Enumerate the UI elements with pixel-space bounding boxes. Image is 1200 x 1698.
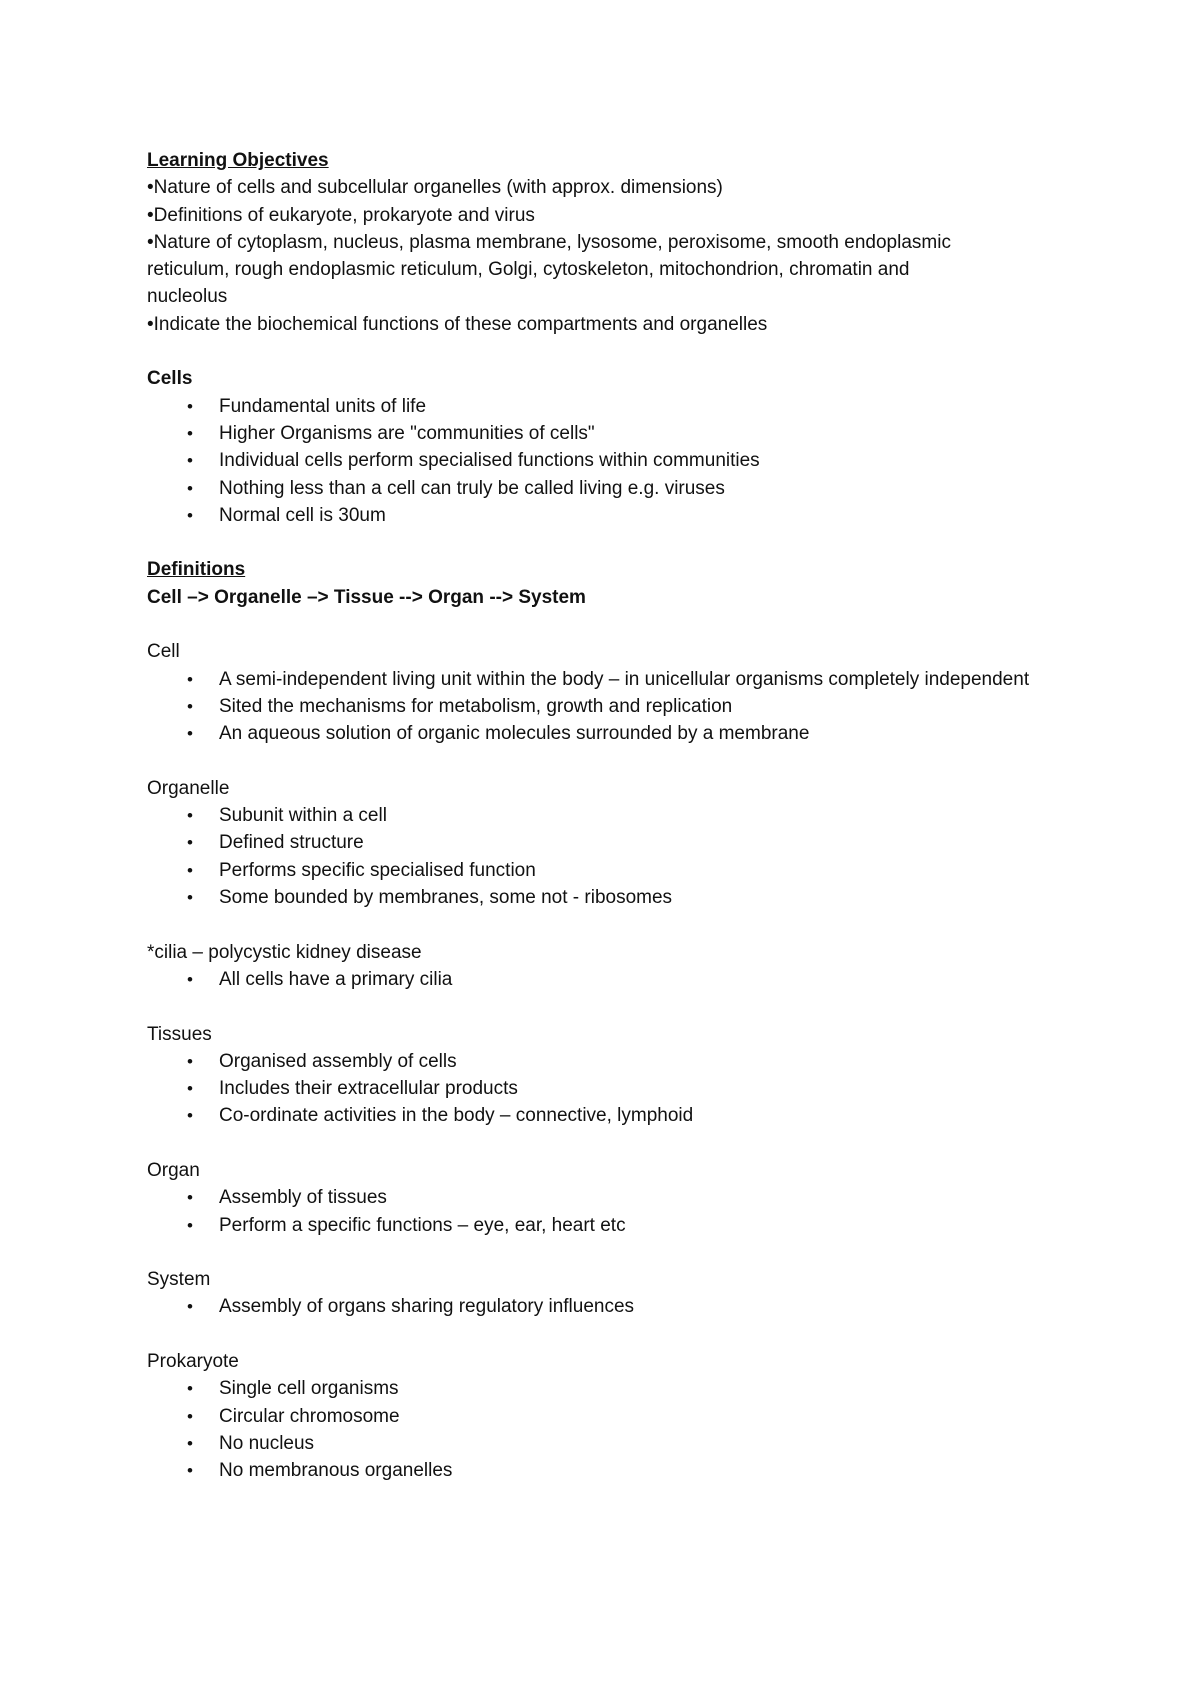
document-body	[147, 147, 1047, 1485]
definitions-heading: Definitions	[147, 559, 246, 581]
section-list	[147, 666, 1047, 748]
section-list	[147, 1375, 1047, 1484]
list-item: • Fundamental units of life	[147, 393, 1047, 420]
list-item: • No nucleus	[147, 1430, 1047, 1457]
list-item: • Organised assembly of cells	[147, 1048, 1047, 1075]
cells-list	[147, 393, 1047, 529]
list-item: • Subunit within a cell	[147, 802, 1047, 829]
section-list	[147, 1184, 1047, 1239]
learning-objectives-heading: Learning Objectives	[147, 150, 329, 171]
list-item: • Circular chromosome	[147, 1403, 1047, 1430]
section-title: Prokaryote	[147, 1351, 239, 1373]
bullet-icon: •	[187, 833, 193, 853]
section-title: Tissues	[147, 1023, 212, 1045]
bullet-icon: •	[187, 478, 193, 498]
list-item: • Performs specific specialised function	[147, 857, 1047, 884]
list-item: • Some bounded by membranes, some not - ribosomes	[147, 884, 1047, 911]
section-list	[147, 966, 1047, 993]
bullet-icon: •	[187, 1106, 193, 1126]
list-item: • Individual cells perform specialised functions within communities	[147, 447, 1047, 474]
list-item: • All cells have a primary cilia	[147, 966, 1047, 993]
section-list	[147, 1048, 1047, 1130]
list-item: • No membranous organelles	[147, 1457, 1047, 1484]
bullet-icon: •	[187, 969, 193, 989]
section-title: System	[147, 1269, 211, 1291]
list-item: • Sited the mechanisms for metabolism, growth and replication	[147, 693, 1047, 720]
list-item: • An aqueous solution of organic molecules surrounded by a membrane	[147, 720, 1047, 747]
objective-item: •Definitions of eukaryote, prokaryote and virus	[147, 204, 535, 226]
bullet-icon: •	[187, 1433, 193, 1453]
list-item: • Normal cell is 30um	[147, 502, 1047, 529]
objective-item: •Nature of cytoplasm, nucleus, plasma membrane, lysosome, peroxisome, smooth endoplasmic reticulum, rough endoplasmic reticulum, Golgi, cytoskeleton, mitochondrion, chromatin and nucleolus	[147, 231, 951, 308]
bullet-icon: •	[187, 396, 193, 416]
list-item: • Assembly of organs sharing regulatory influences	[147, 1293, 1047, 1320]
cells-heading: Cells	[147, 368, 193, 390]
bullet-icon: •	[187, 1297, 193, 1317]
list-item: • Assembly of tissues	[147, 1184, 1047, 1211]
list-item: • Includes their extracellular products	[147, 1075, 1047, 1102]
objective-item: •Nature of cells and subcellular organelles (with approx. dimensions)	[147, 177, 723, 199]
objective-item: •Indicate the biochemical functions of these compartments and organelles	[147, 313, 768, 335]
section-title: Organ	[147, 1159, 200, 1181]
section-title: Organelle	[147, 777, 230, 799]
bullet-icon: •	[187, 806, 193, 826]
section-title: Cell	[147, 641, 180, 663]
list-item: • Defined structure	[147, 829, 1047, 856]
definition-sections	[147, 638, 1047, 1484]
hierarchy-line: Cell –> Organelle –> Tissue --> Organ --> System	[147, 586, 586, 608]
bullet-icon: •	[187, 669, 193, 689]
bullet-icon: •	[187, 888, 193, 908]
bullet-icon: •	[187, 505, 193, 525]
section-title: *cilia – polycystic kidney disease	[147, 941, 422, 963]
bullet-icon: •	[187, 423, 193, 443]
bullet-icon: •	[187, 1379, 193, 1399]
bullet-icon: •	[187, 1406, 193, 1426]
bullet-icon: •	[187, 1188, 193, 1208]
list-item: • Single cell organisms	[147, 1375, 1047, 1402]
bullet-icon: •	[187, 1079, 193, 1099]
bullet-icon: •	[187, 1215, 193, 1235]
list-item: • Co-ordinate activities in the body – connective, lymphoid	[147, 1102, 1047, 1129]
section-list	[147, 1293, 1047, 1320]
list-item: • Higher Organisms are "communities of cells"	[147, 420, 1047, 447]
bullet-icon: •	[187, 696, 193, 716]
bullet-icon: •	[187, 451, 193, 471]
list-item: • Perform a specific functions – eye, ear, heart etc	[147, 1212, 1047, 1239]
bullet-icon: •	[187, 724, 193, 744]
bullet-icon: •	[187, 1461, 193, 1481]
list-item: • A semi-independent living unit within the body – in unicellular organisms completely independent	[147, 666, 1047, 693]
list-item: • Nothing less than a cell can truly be called living e.g. viruses	[147, 475, 1047, 502]
bullet-icon: •	[187, 1051, 193, 1071]
section-list	[147, 802, 1047, 911]
bullet-icon: •	[187, 860, 193, 880]
